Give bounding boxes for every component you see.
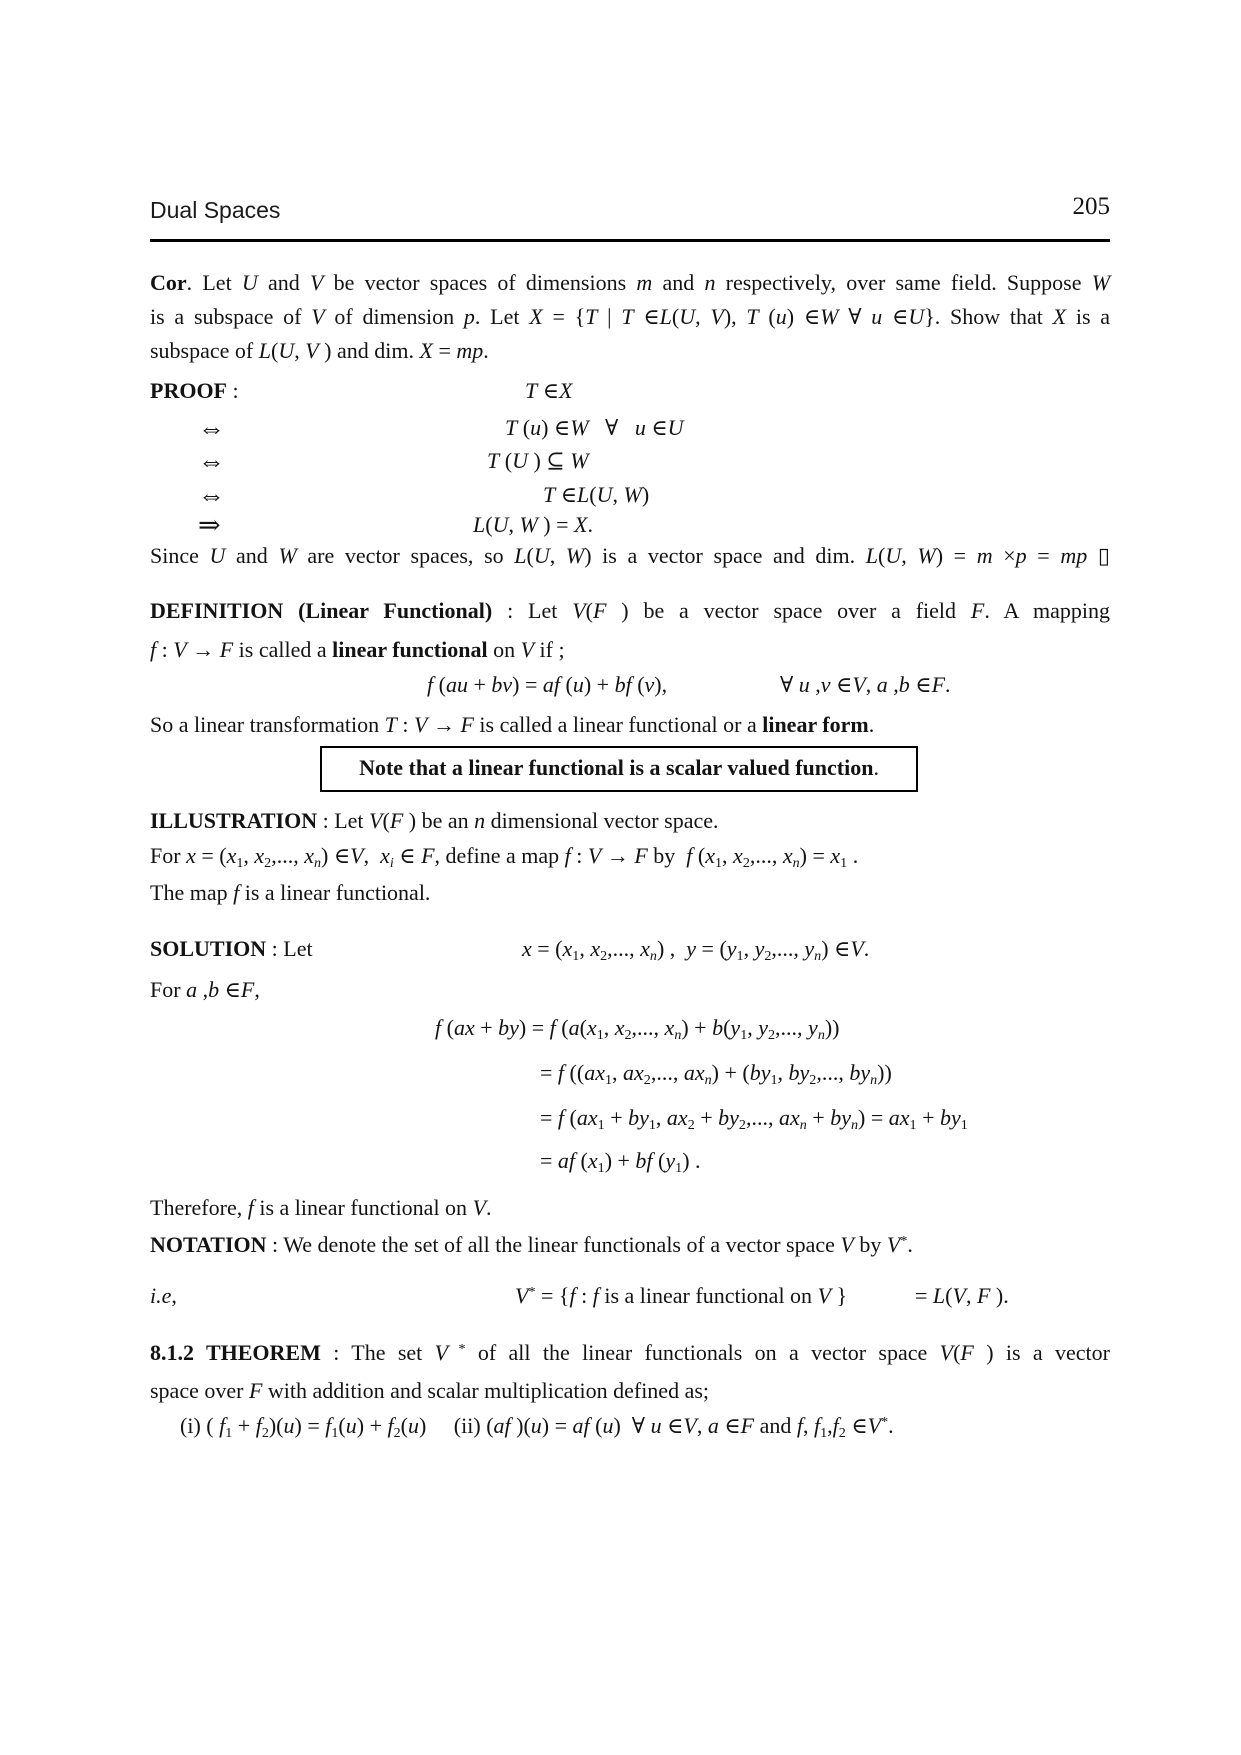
proof-label: PROOF : [150, 378, 239, 403]
dual-space-set-formula: V* = {f : f is a linear functional on V } [515, 1283, 848, 1308]
corollary-line: is a subspace of V of dimension p. Let X = {T | T ∈L(U, V), T (u) ∈W ∀ u ∈U}. Show that X is a [150, 304, 1111, 329]
dual-space-lvf-formula: = L(V, F ). [915, 1283, 1009, 1308]
ie-label: i.e, [150, 1283, 177, 1308]
solution-for-ab: For a ,b ∈F, [150, 977, 260, 1002]
solution-conclusion: Therefore, f is a linear functional on V. [150, 1195, 492, 1220]
definition-line: f : V → F is called a linear functional on V if ; [150, 637, 565, 662]
corollary-line: subspace of L(U, V ) and dim. X = mp. [150, 338, 489, 363]
proof-step-formula: L(U, W ) = X. [473, 512, 593, 537]
header-rule [150, 239, 1110, 242]
theorem-operations-line: (i) ( $f_1 + f_2)(u) = f_1(u) + f_2(u)$ (ii) (af )(u) = af (u) ∀ u ∈V, a ∈F and f, $f_1,f_2$ ∈V*. [180, 1413, 894, 1441]
corollary-paragraph [150, 266, 1110, 368]
page-number: 205 [1072, 193, 1110, 220]
note-box [320, 746, 918, 792]
proof-step-formula: T ∈L(U, W) [543, 482, 650, 507]
iff-arrow: ⇔ [198, 413, 225, 443]
equation-quantifier: ∀ u ,v ∈V, a ,b ∈F. [780, 672, 951, 697]
illustration-map-remark: The map f is a linear functional. [150, 880, 431, 905]
implies-arrow: ⇒ [198, 510, 221, 540]
linear-form-remark: So a linear transformation T : V → F is called a linear functional or a linear form. [150, 712, 875, 737]
derivation-line: = f (($ax_1$, $ax_2$,..., $ax_n) + (by_1$, $by_2$,..., $by_n$)) [540, 1060, 892, 1088]
theorem-line: 8.1.2 THEOREM : The set V * of all the linear functionals on a vector space V(F ) is a vector [150, 1340, 1110, 1365]
theorem-paragraph [150, 1334, 1110, 1410]
proof-step-formula: T (u) ∈W ∀ u ∈U [505, 415, 684, 440]
derivation-line: = f ($ax_1 + by_1$, $ax_2 + by_2$,..., $ax_n + by_n) = ax_1 + by_1$ [540, 1105, 968, 1133]
proof-conclusion: Since U and W are vector spaces, so L(U, W) is a vector space and dim. L(U, W) = m ×p = mp ▯ [150, 543, 1110, 568]
solution-label: SOLUTION : Let [150, 936, 313, 961]
linear-functional-equation: f (au + bv) = af (u) + bf (v), [427, 672, 668, 697]
iff-arrow: ⇔ [198, 446, 225, 476]
theorem-line: space over F with addition and scalar multiplication defined as; [150, 1378, 710, 1403]
derivation-line: = af $(x_1)$ + bf $(y_1)$ . [540, 1148, 701, 1176]
illustration-map-definition: For $x = (x_1$, $x_2$,..., $x_n$) ∈V, $x_i$ ∈ F, define a map f : V → F by f ($x_1$, $x_2$,..., $x_n) = x_1$ . [150, 843, 859, 871]
derivation-line: f (ax + by) = f ($a(x_1$, $x_2$,..., $x_n) + b(y_1$, $y_2$,..., $y_n$)) [435, 1015, 840, 1043]
definition-paragraph [150, 591, 1110, 669]
corollary-line: Cor. Let U and V be vector spaces of dimensions m and n respectively, over same field. Suppose W [150, 270, 1111, 295]
notation-paragraph: NOTATION : We denote the set of all the linear functionals of a vector space V by V*. [150, 1232, 913, 1257]
note-text: Note that a linear functional is a scalar valued function. [359, 755, 879, 780]
iff-arrow: ⇔ [198, 480, 225, 510]
running-head-title: Dual Spaces [150, 197, 281, 223]
solution-let-formula: $x = (x_1$, $x_2$,..., $x_n$) , $y = (y_1$, $y_2$,..., $y_n$) ∈V. [522, 936, 870, 964]
definition-line: DEFINITION (Linear Functional) : Let V(F ) be a vector space over a field F. A mapping [150, 598, 1111, 623]
illustration-heading: ILLUSTRATION : Let V(F ) be an n dimensional vector space. [150, 808, 719, 833]
proof-step-formula: T ∈X [525, 378, 573, 403]
proof-step-formula: T (U ) ⊆ W [487, 448, 589, 473]
